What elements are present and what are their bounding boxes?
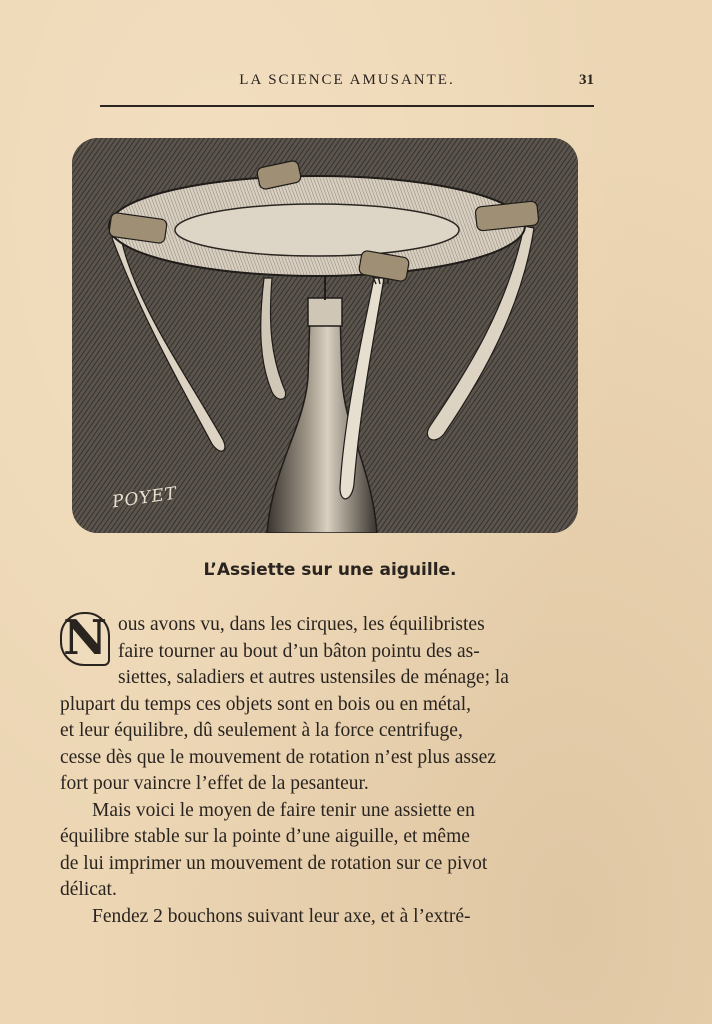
text-line: cesse dès que le mouvement de rotation n’est plus assez	[60, 746, 496, 768]
paragraph-3	[60, 904, 590, 931]
drop-cap: N	[60, 612, 110, 666]
text-line: délicat.	[60, 879, 117, 900]
text-line: ous avons vu, dans les cirques, les équilibristes	[118, 614, 485, 635]
bottle-cork	[308, 298, 342, 326]
page-header	[100, 72, 594, 94]
text-line: plupart du temps ces objets sont en bois ou en métal,	[60, 693, 472, 715]
figure-caption: L’Assiette sur une aiguille.	[203, 560, 457, 580]
text-line: fort pour vaincre l’effet de la pesanteur.	[60, 773, 369, 794]
engraving-illustration	[72, 138, 578, 533]
body-text	[60, 612, 590, 930]
text-line: et leur équilibre, dû seulement à la force centrifuge,	[60, 720, 463, 741]
text-line: Mais voici le moyen de faire tenir une assiette en	[92, 799, 475, 821]
page-number: 31	[579, 72, 594, 88]
header-rule	[100, 105, 594, 107]
plate-on-needle-engraving	[72, 138, 578, 533]
running-title: LA SCIENCE AMUSANTE.	[239, 72, 455, 88]
engraver-signature: POYET	[110, 483, 179, 513]
plate-well	[175, 204, 459, 256]
text-line: siettes, saladiers et autres ustensiles de ménage; la	[118, 667, 509, 688]
text-line: faire tourner au bout d’un bâton pointu des as-	[118, 640, 480, 662]
paragraph-1	[60, 612, 590, 798]
text-line: de lui imprimer un mouvement de rotation sur ce pivot	[60, 852, 488, 874]
text-line: Fendez 2 bouchons suivant leur axe, et à l’extré-	[92, 905, 471, 927]
paragraph-2	[60, 798, 590, 904]
text-line: équilibre stable sur la pointe d’une aiguille, et même	[60, 826, 470, 847]
